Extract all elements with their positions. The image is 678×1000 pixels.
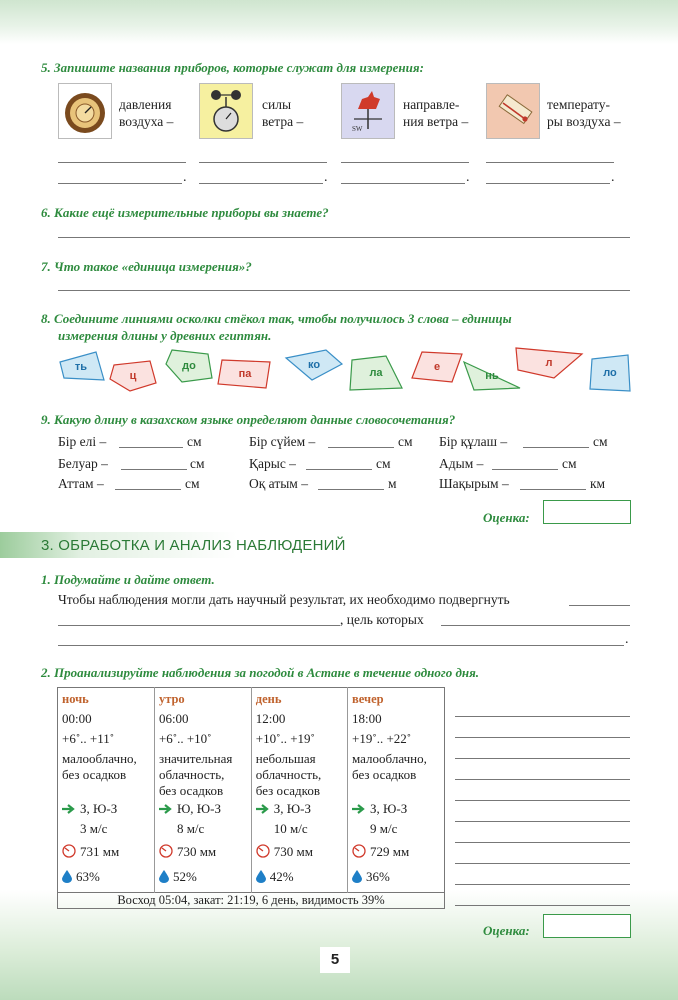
grade-label: Оценка:: [483, 923, 530, 938]
water-drop-icon: [256, 870, 266, 887]
period-name: ночь: [62, 692, 89, 706]
humidity-row: 42%: [256, 869, 343, 887]
grade-label: Оценка:: [483, 510, 530, 525]
glass-shard[interactable]: л: [516, 348, 582, 378]
s1-text-line-1: Чтобы наблюдения могли дать научный результат, их необходимо подвергнуть: [58, 592, 510, 607]
period-name: день: [255, 692, 282, 706]
q7-title: 7. Что такое «единица измерения»?: [41, 259, 252, 274]
period-name: утро: [158, 692, 185, 706]
q6-title: 6. Какие ещё измерительные приборы вы знаете?: [41, 205, 329, 220]
q9-term: Белуар –: [58, 456, 108, 471]
answer-line[interactable]: [121, 469, 187, 470]
wind-row: З, Ю-З: [62, 801, 150, 818]
answer-line[interactable]: [58, 183, 182, 184]
answer-line[interactable]: [455, 863, 630, 864]
period-time: 12:00: [255, 711, 286, 726]
period-temp: +6˚.. +11˚: [62, 731, 115, 746]
answer-line[interactable]: [115, 489, 181, 490]
q5-item-4-label: температу- ры воздуха –: [547, 97, 621, 129]
q9-term: Бір құлаш –: [439, 434, 508, 449]
answer-line[interactable]: [455, 821, 630, 822]
answer-line[interactable]: [492, 469, 558, 470]
wind-arrow-icon: [256, 802, 270, 818]
q9-term: Қарыс –: [249, 456, 296, 471]
answer-line[interactable]: [523, 447, 589, 448]
wind-row: З, Ю-З: [352, 801, 440, 818]
answer-line[interactable]: [455, 884, 630, 885]
answer-line[interactable]: [119, 447, 183, 448]
weather-column: [348, 688, 445, 893]
svg-text:SW: SW: [352, 125, 363, 133]
period-temp: +19˚.. +22˚: [352, 731, 412, 746]
q5-item-1-label: давления воздуха –: [119, 97, 174, 129]
q5-item-3-label: направле- ния ветра –: [403, 97, 469, 129]
answer-line[interactable]: [341, 162, 469, 163]
wind-arrow-icon: [159, 802, 173, 818]
pressure-gauge-icon: [256, 844, 270, 862]
glass-shard[interactable]: нь: [464, 362, 520, 390]
glass-shard[interactable]: е: [412, 352, 462, 382]
pressure-row: 731 мм: [62, 844, 150, 862]
weather-summary: Восход 05:04, закат: 21:19, 6 день, видимость 39%: [58, 892, 445, 908]
q9-unit: км: [590, 476, 606, 491]
wind-speed: 10 м/с: [273, 821, 308, 837]
pressure-gauge-icon: [159, 844, 173, 862]
q9-term: Оқ атым –: [249, 476, 308, 491]
wind-arrow-icon: [352, 802, 366, 818]
period-mark: .: [611, 170, 615, 185]
q9-term: Бір сүйем –: [249, 434, 316, 449]
period-desc: малооблачно, без осадков: [352, 751, 427, 782]
period-desc: небольшая облачность, без осадков: [255, 751, 322, 798]
q9-unit: см: [187, 434, 202, 449]
q9-title: 9. Какую длину в казахском языке определяют данные словосочетания?: [41, 412, 456, 427]
pressure-gauge-icon: [352, 844, 366, 862]
top-decorative-band: [0, 0, 678, 44]
answer-line[interactable]: [306, 469, 372, 470]
wind-speed: 3 м/с: [80, 821, 108, 837]
wind-arrow-icon: [62, 802, 76, 818]
answer-line[interactable]: [58, 237, 630, 238]
q9-term: Бір елі –: [58, 434, 107, 449]
glass-shard[interactable]: ла: [350, 356, 402, 390]
anemometer-icon: [199, 83, 253, 139]
q9-unit: см: [593, 434, 608, 449]
grade-box[interactable]: [543, 914, 631, 938]
weather-vane-icon: [341, 83, 395, 139]
q5-title: 5. Запишите названия приборов, которые служат для измерения:: [41, 60, 424, 75]
glass-shard[interactable]: до: [166, 350, 212, 382]
pressure-row: 730 мм: [256, 844, 343, 862]
period-desc: значительная облачность, без осадков: [158, 751, 233, 798]
wind-row: З, Ю-З: [256, 801, 343, 818]
q9-term: Шақырым –: [439, 476, 509, 491]
answer-line[interactable]: [455, 800, 630, 801]
answer-line[interactable]: [455, 905, 630, 906]
answer-line[interactable]: [58, 162, 186, 163]
glass-shard[interactable]: ко: [286, 350, 342, 380]
answer-line[interactable]: [455, 758, 630, 759]
wind-row: Ю, Ю-З: [159, 801, 247, 818]
humidity-row: 36%: [352, 869, 440, 887]
page-number: 5: [320, 947, 350, 973]
answer-line[interactable]: [486, 183, 610, 184]
section-title: 3. ОБРАБОТКА И АНАЛИЗ НАБЛЮДЕНИЙ: [41, 537, 346, 554]
q8-title-line-2: измерения длины у древних египтян.: [58, 328, 272, 343]
answer-line[interactable]: [58, 645, 624, 646]
period-temp: +10˚.. +19˚: [255, 731, 315, 746]
water-drop-icon: [352, 870, 362, 887]
q9-unit: см: [562, 456, 577, 471]
period-mark: .: [625, 632, 629, 647]
humidity-row: 52%: [159, 869, 247, 887]
period-name: вечер: [352, 692, 384, 706]
period-mark: .: [324, 170, 328, 185]
period-time: 00:00: [62, 711, 92, 726]
period-time: 18:00: [352, 711, 382, 726]
answer-line[interactable]: [318, 489, 384, 490]
answer-line[interactable]: [341, 183, 465, 184]
period-desc: малооблачно, без осадков: [62, 751, 137, 782]
answer-line[interactable]: [199, 162, 327, 163]
q9-term: Адым –: [439, 456, 484, 471]
q9-unit: м: [388, 476, 397, 491]
thermometer-icon: [486, 83, 540, 139]
period-mark: .: [466, 170, 470, 185]
glass-shard[interactable]: ло: [590, 355, 630, 391]
glass-shard[interactable]: ц: [110, 361, 156, 391]
answer-line[interactable]: [199, 183, 323, 184]
q9-unit: см: [190, 456, 205, 471]
pressure-row: 729 мм: [352, 844, 440, 862]
answer-line[interactable]: [328, 447, 394, 448]
pressure-gauge-icon: [62, 844, 76, 862]
s1-title: 1. Подумайте и дайте ответ.: [41, 572, 215, 587]
barometer-icon: [58, 83, 112, 139]
water-drop-icon: [62, 870, 72, 887]
q9-unit: см: [185, 476, 200, 491]
water-drop-icon: [159, 870, 169, 887]
answer-line[interactable]: [455, 779, 630, 780]
wind-speed: 9 м/с: [370, 821, 398, 837]
grade-box[interactable]: [543, 500, 631, 524]
q8-title-line-1: 8. Соедините линиями осколки стёкол так, чтобы получилось 3 слова – единицы: [41, 311, 512, 326]
q5-item-2-label: силы ветра –: [262, 97, 304, 129]
weather-column: [58, 688, 155, 893]
answer-line[interactable]: [569, 605, 630, 606]
s2-title: 2. Проанализируйте наблюдения за погодой в Астане в течение одного дня.: [41, 665, 480, 680]
answer-line[interactable]: [455, 842, 630, 843]
answer-line[interactable]: [486, 162, 614, 163]
period-mark: .: [183, 170, 187, 185]
wind-speed: 8 м/с: [176, 821, 205, 837]
s1-text-line-2: , цель которых: [340, 612, 424, 627]
q9-unit: см: [376, 456, 391, 471]
weather-table: [57, 687, 445, 909]
humidity-row: 63%: [62, 869, 150, 887]
answer-line[interactable]: [441, 625, 630, 626]
answer-line[interactable]: [455, 737, 630, 738]
answer-line[interactable]: [455, 716, 630, 717]
weather-column: [251, 688, 347, 893]
weather-column: [154, 688, 251, 893]
pressure-row: 730 мм: [159, 844, 247, 862]
answer-line[interactable]: [58, 290, 630, 291]
glass-shard[interactable]: ть: [58, 352, 104, 382]
answer-line[interactable]: [58, 625, 340, 626]
q9-term: Аттам –: [58, 476, 104, 491]
q9-unit: см: [398, 434, 413, 449]
answer-line[interactable]: [520, 489, 586, 490]
period-temp: +6˚.. +10˚: [158, 731, 212, 746]
glass-shard[interactable]: па: [218, 360, 272, 388]
period-time: 06:00: [158, 711, 189, 726]
